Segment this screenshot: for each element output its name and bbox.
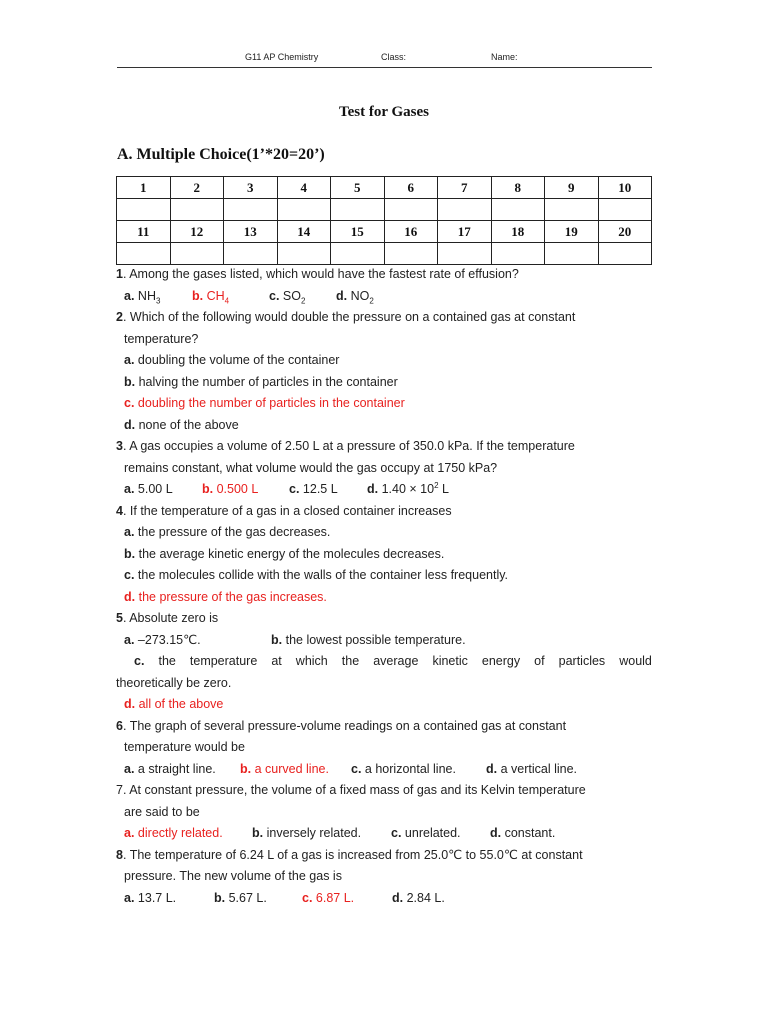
class-label: Class: xyxy=(381,52,407,62)
question-7-stem: 7. At constant pressure, the volume of a fixed mass of gas and its Kelvin temperature xyxy=(116,783,586,797)
answer-cell[interactable] xyxy=(331,199,385,221)
question-number: 4 xyxy=(116,503,123,518)
option-a-correct[interactable]: a. directly related. xyxy=(124,826,223,840)
answer-cell[interactable] xyxy=(545,243,599,265)
course-label: G11 AP Chemistry xyxy=(245,52,319,62)
option-d[interactable]: d. 2.84 L. xyxy=(392,890,445,905)
grid-number-row xyxy=(117,177,652,199)
page-header xyxy=(0,52,768,66)
option-d-correct[interactable]: d. all of the above xyxy=(124,697,224,711)
answer-cell[interactable] xyxy=(117,199,171,221)
question-8-options xyxy=(116,888,652,910)
question-1-stem: 1. Among the gases listed, which would have the fastest rate of effusion? xyxy=(116,267,519,281)
question-7-options xyxy=(116,823,652,845)
question-3-stem: 3. A gas occupies a volume of 2.50 L at a pressure of 350.0 kPa. If the temperature xyxy=(116,439,575,453)
question-number: 7 xyxy=(116,783,123,797)
answer-cell[interactable] xyxy=(545,199,599,221)
answer-cell[interactable] xyxy=(277,243,331,265)
header-rule xyxy=(117,67,652,68)
question-list xyxy=(116,264,652,909)
name-label: Name: xyxy=(491,52,518,62)
question-number: 1 xyxy=(116,267,123,281)
option-b[interactable]: b. the lowest possible temperature. xyxy=(271,632,466,647)
question-number: 5 xyxy=(116,611,123,625)
grid-number-row xyxy=(117,221,652,243)
answer-cell[interactable] xyxy=(598,199,652,221)
question-text: Among the gases listed, which would have the fastest rate of effusion? xyxy=(129,267,519,281)
question-number: 2 xyxy=(116,310,123,324)
answer-cell[interactable] xyxy=(438,243,492,265)
answer-cell[interactable] xyxy=(384,243,438,265)
answer-cell[interactable] xyxy=(384,199,438,221)
grid-cell: 10 xyxy=(598,177,652,199)
grid-cell: 7 xyxy=(438,177,492,199)
option-a[interactable]: a. doubling the volume of the container xyxy=(124,353,340,367)
option-c[interactable]: c. unrelated. xyxy=(391,826,461,840)
answer-cell[interactable] xyxy=(224,243,278,265)
option-c-correct[interactable]: c. doubling the number of particles in the container xyxy=(124,396,405,410)
option-c[interactable]: c. a horizontal line. xyxy=(351,761,456,776)
option-a[interactable]: a. 13.7 L. xyxy=(124,890,177,905)
answer-cell[interactable] xyxy=(277,199,331,221)
option-b-correct[interactable]: b. a curved line. xyxy=(240,761,329,776)
grid-cell: 3 xyxy=(224,177,278,199)
option-b[interactable]: b. the average kinetic energy of the molecules decreases. xyxy=(124,546,445,561)
grid-cell: 14 xyxy=(277,221,331,243)
option-a[interactable]: a. a straight line. xyxy=(124,761,216,776)
question-8-stem: 8. The temperature of 6.24 L of a gas is increased from 25.0℃ to 55.0℃ at constant xyxy=(116,847,583,862)
grid-cell: 6 xyxy=(384,177,438,199)
question-number: 8 xyxy=(116,847,123,862)
question-6-stem: 6. The graph of several pressure-volume readings on a contained gas at constant xyxy=(116,718,567,733)
answer-cell[interactable] xyxy=(117,243,171,265)
question-text: A gas occupies a volume of 2.50 L at a pressure of 350.0 kPa. If the temperature xyxy=(129,439,575,453)
question-2-stem-cont: temperature? xyxy=(124,331,199,346)
question-text: The temperature of 6.24 L of a gas is increased from 25.0℃ to 55.0℃ at constant xyxy=(129,847,583,862)
option-a[interactable]: a. –273.15℃. xyxy=(124,632,201,647)
section-heading: A. Multiple Choice(1’*20=20’) xyxy=(117,146,325,163)
answer-cell[interactable] xyxy=(491,243,545,265)
question-8-stem-cont: pressure. The new volume of the gas is xyxy=(124,869,342,883)
option-d[interactable]: d. a vertical line. xyxy=(486,761,578,776)
option-b[interactable]: b. inversely related. xyxy=(252,826,362,840)
question-text: If the temperature of a gas in a closed container increases xyxy=(129,503,452,518)
answer-cell[interactable] xyxy=(170,199,224,221)
question-1-options xyxy=(116,286,652,308)
grid-cell: 13 xyxy=(224,221,278,243)
question-text: Which of the following would double the pressure on a contained gas at constant xyxy=(129,310,576,324)
grid-answer-row xyxy=(117,243,652,265)
answer-grid xyxy=(116,176,652,265)
option-b-correct[interactable]: b. $CH_4$ xyxy=(192,288,230,305)
option-b[interactable]: b. halving the number of particles in the container xyxy=(124,374,398,389)
grid-cell: 17 xyxy=(438,221,492,243)
page-title: Test for Gases xyxy=(339,104,429,120)
answer-cell[interactable] xyxy=(598,243,652,265)
option-a[interactable]: a. $NH_3$ xyxy=(124,288,161,305)
question-text: The graph of several pressure-volume readings on a contained gas at constant xyxy=(129,718,567,733)
answer-cell[interactable] xyxy=(491,199,545,221)
option-c[interactable]: c. $SO_2$ xyxy=(269,288,306,305)
grid-cell: 12 xyxy=(170,221,224,243)
grid-cell: 20 xyxy=(598,221,652,243)
grid-cell: 16 xyxy=(384,221,438,243)
grid-cell: 5 xyxy=(331,177,385,199)
option-d[interactable]: d. none of the above xyxy=(124,417,239,432)
option-d[interactable]: d. $NO_2$ xyxy=(336,288,374,305)
grid-cell: 9 xyxy=(545,177,599,199)
option-c-cont: theoretically be zero. xyxy=(116,675,232,690)
grid-cell: 4 xyxy=(277,177,331,199)
grid-cell: 2 xyxy=(170,177,224,199)
answer-cell[interactable] xyxy=(224,199,278,221)
option-a[interactable]: a. the pressure of the gas decreases. xyxy=(124,525,331,539)
option-d[interactable]: d. $1.40 \times 10^2$ L xyxy=(367,480,449,496)
question-number: 3 xyxy=(116,439,123,453)
option-c[interactable]: c. the temperature at which the average kinetic energy of particles would xyxy=(134,654,652,668)
grid-cell: 8 xyxy=(491,177,545,199)
grid-cell: 11 xyxy=(117,221,171,243)
answer-cell[interactable] xyxy=(331,243,385,265)
grid-cell: 15 xyxy=(331,221,385,243)
option-b-correct[interactable]: b. 0.500 L xyxy=(202,482,259,496)
question-text: Absolute zero is xyxy=(129,611,219,625)
question-6-stem-cont: temperature would be xyxy=(124,740,245,754)
option-d[interactable]: d. constant. xyxy=(490,826,556,840)
question-4-stem: 4. If the temperature of a gas in a closed container increases xyxy=(116,503,452,518)
option-a[interactable]: a. 5.00 L xyxy=(124,482,173,496)
question-5-options-ab xyxy=(116,630,652,652)
grid-cell: 18 xyxy=(491,221,545,243)
option-d-correct[interactable]: d. the pressure of the gas increases. xyxy=(124,589,327,604)
question-7-stem-cont: are said to be xyxy=(124,804,200,819)
option-b[interactable]: b. 5.67 L. xyxy=(214,890,267,905)
answer-cell[interactable] xyxy=(170,243,224,265)
option-c[interactable]: c. the molecules collide with the walls of the container less frequently. xyxy=(124,568,509,582)
question-3-stem-cont: remains constant, what volume would the gas occupy at 1750 kPa? xyxy=(124,460,498,475)
option-c[interactable]: c. 12.5 L xyxy=(289,482,338,496)
grid-cell: 19 xyxy=(545,221,599,243)
grid-answer-row xyxy=(117,199,652,221)
question-6-options xyxy=(116,759,652,781)
question-number: 6 xyxy=(116,718,123,733)
answer-cell[interactable] xyxy=(438,199,492,221)
question-5-stem: 5. Absolute zero is xyxy=(116,611,219,625)
question-3-options xyxy=(116,479,652,501)
question-text: At constant pressure, the volume of a fixed mass of gas and its Kelvin temperature xyxy=(129,783,586,797)
grid-cell: 1 xyxy=(117,177,171,199)
question-2-stem: 2. Which of the following would double the pressure on a contained gas at constant xyxy=(116,310,576,324)
option-c-correct[interactable]: c. 6.87 L. xyxy=(302,890,355,905)
